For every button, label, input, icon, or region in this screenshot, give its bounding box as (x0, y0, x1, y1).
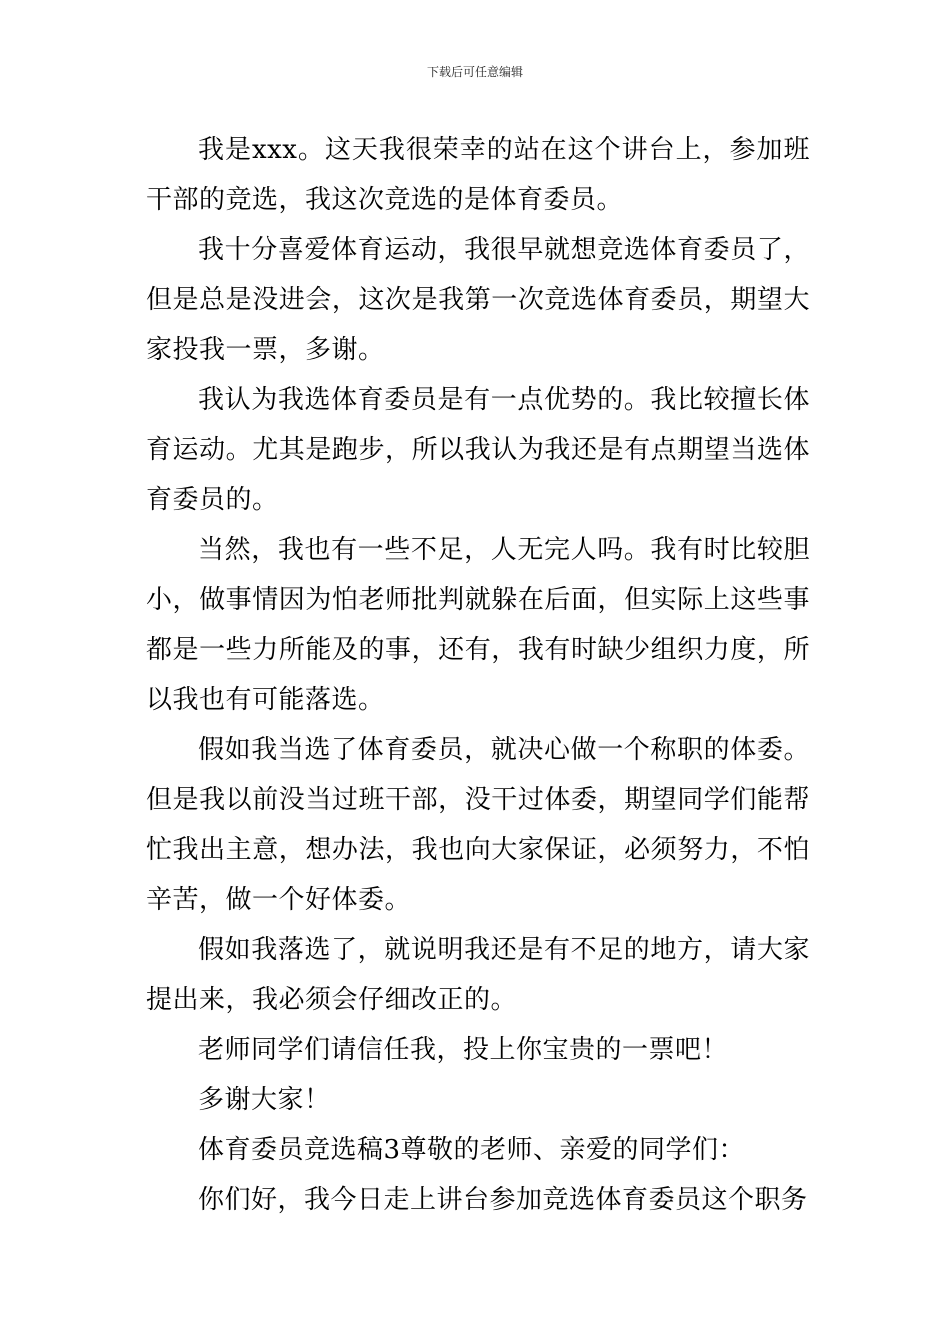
paragraph-4: 当然，我也有一些不足，人无完人吗。我有时比较胆小，做事情因为怕老师批判就躲在后面，但实际上这些事都是一些力所能及的事，还有，我有时缺少组织力度，所以我也有可能落选。 (146, 535, 810, 715)
paragraph-10: 你们好，我今日走上讲台参加竞选体育委员这个职务 (198, 1185, 808, 1215)
paragraph-8: 多谢大家！ (198, 1085, 331, 1115)
document-body (146, 125, 810, 1225)
paragraph-3: 我认为我选体育委员是有一点优势的。我比较擅长体育运动。尤其是跑步，所以我认为我还是有点期望当选体育委员的。 (146, 385, 810, 515)
paragraph-9: 体育委员竞选稿3尊敬的老师、亲爱的同学们： (198, 1135, 746, 1165)
paragraph-1: 我是xxx。这天我很荣幸的站在这个讲台上，参加班干部的竞选，我这次竞选的是体育委员。 (146, 135, 810, 215)
paragraph-7: 老师同学们请信任我，投上你宝贵的一票吧！ (198, 1035, 729, 1065)
paragraph-2: 我十分喜爱体育运动，我很早就想竞选体育委员了，但是总是没进会，这次是我第一次竞选体育委员，期望大家投我一票，多谢。 (146, 235, 810, 365)
page-header: 下载后可任意编辑 (426, 65, 523, 79)
paragraph-5: 假如我当选了体育委员，就决心做一个称职的体委。但是我以前没当过班干部，没干过体委，期望同学们能帮忙我出主意，想办法，我也向大家保证，必须努力，不怕辛苦，做一个好体委。 (146, 735, 810, 915)
paragraph-6: 假如我落选了，就说明我还是有不足的地方，请大家提出来，我必须会仔细改正的。 (146, 935, 810, 1015)
